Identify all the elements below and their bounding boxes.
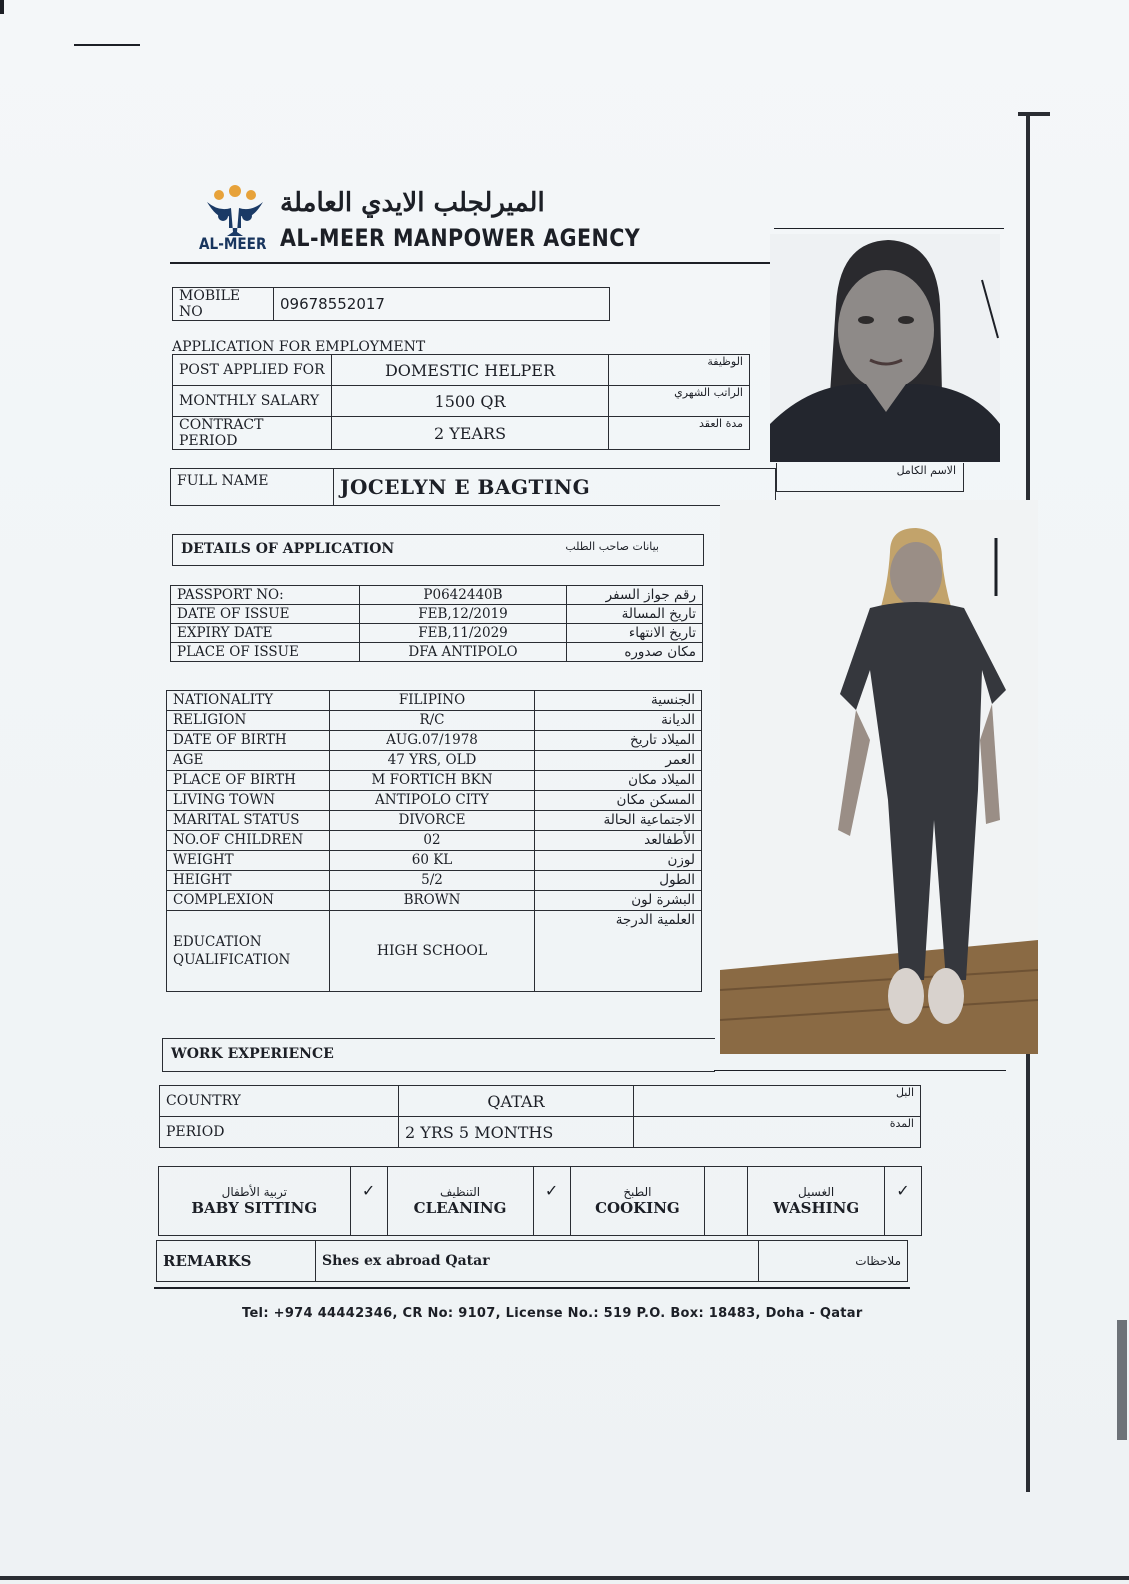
salary-label-arabic: الراتب الشهري [609,386,750,417]
period-label: PERIOD [160,1117,399,1148]
skill-checkmark: ✓ [350,1167,387,1236]
table-row [167,851,702,871]
education-value: HIGH SCHOOL [330,911,535,992]
post-label: POST APPLIED FOR [173,355,332,386]
place-of-birth-label: PLACE OF BIRTH [167,771,330,791]
children-label-arabic: الأطفالعد [535,831,702,851]
scan-edge [1117,1320,1127,1440]
contract-value: 2 YEARS [332,417,609,450]
passport-no-value: P0642440B [360,586,567,605]
complexion-label: COMPLEXION [167,891,330,911]
skill-label-arabic: تربية الأطفال [221,1185,287,1199]
weight-label: WEIGHT [167,851,330,871]
place-of-issue-value: DFA ANTIPOLO [360,643,567,662]
dob-label: DATE OF BIRTH [167,731,330,751]
details-label: DETAILS OF APPLICATION [181,541,395,557]
full-name-value: JOCELYN E BAGTING [334,469,776,506]
post-label-arabic: الوظيفة [609,355,750,386]
application-table [172,354,750,450]
age-label-arabic: العمر [535,751,702,771]
expiry-date-label-arabic: تاريخ الانتهاء [567,624,703,643]
skills-table [158,1166,922,1236]
remarks-label-arabic: ملاحظات [759,1241,908,1282]
scan-edge [0,1576,1129,1580]
skill-label-arabic: الطبخ [623,1185,652,1199]
place-of-issue-label: PLACE OF ISSUE [171,643,360,662]
table-row [167,831,702,851]
table-row [171,643,703,662]
work-experience-label: WORK EXPERIENCE [171,1046,334,1062]
table-row [173,417,750,450]
living-town-label: LIVING TOWN [167,791,330,811]
period-value: 2 YRS 5 MONTHS [399,1117,634,1148]
children-label: NO.OF CHILDREN [167,831,330,851]
contract-label-arabic: مدة العقد [609,417,750,450]
table-row [167,891,702,911]
skill-label: BABY SITTING [191,1199,318,1217]
table-row [171,586,703,605]
passport-table [170,585,703,662]
salary-label: MONTHLY SALARY [173,386,332,417]
marital-status-value: DIVORCE [330,811,535,831]
divider [170,262,774,264]
company-name: AL-MEER MANPOWER AGENCY [280,224,641,252]
work-experience-table [159,1085,921,1148]
post-value: DOMESTIC HELPER [332,355,609,386]
period-label-arabic: المدة [634,1117,921,1148]
education-label-line: EDUCATION [173,934,262,950]
personal-details-table [166,690,702,992]
living-town-label-arabic: المسكن مكان [535,791,702,811]
divider [154,1287,910,1289]
children-value: 02 [330,831,535,851]
full-name-label-arabic: الاسم الكامل [896,464,956,477]
table-row [159,1167,922,1236]
table-row [160,1117,921,1148]
religion-value: R/C [330,711,535,731]
table-row [160,1086,921,1117]
skill-checkmark: ✓ [533,1167,570,1236]
skill-label: WASHING [773,1199,860,1217]
table-row [167,811,702,831]
full-name-label: FULL NAME [171,469,334,506]
remarks-value: Shes ex abroad Qatar [316,1241,759,1282]
expiry-date-label: EXPIRY DATE [171,624,360,643]
place-of-birth-value: M FORTICH BKN [330,771,535,791]
country-value: QATAR [399,1086,634,1117]
skill-checkmark [705,1167,748,1236]
skill-label: COOKING [595,1199,680,1217]
work-experience-header [162,1038,715,1072]
table-row [167,771,702,791]
divider [774,228,1004,229]
complexion-label-arabic: البشرة لون [535,891,702,911]
issue-date-label: DATE OF ISSUE [171,605,360,624]
footer-contact: Tel: +974 44442346, CR No: 9107, License No.: 519 P.O. Box: 18483, Doha - Qatar [242,1306,863,1321]
height-label: HEIGHT [167,871,330,891]
applicant-full-photo [720,500,1038,1054]
table-row [167,911,702,992]
table-row [171,624,703,643]
religion-label-arabic: الديانة [535,711,702,731]
remarks-table [156,1240,908,1282]
passport-no-label-arabic: رقم جواز السفر [567,586,703,605]
scan-edge [1018,112,1050,116]
table-row [167,711,702,731]
skill-cleaning [387,1167,533,1236]
skill-checkmark: ✓ [885,1167,922,1236]
skill-label: CLEANING [413,1199,507,1217]
mobile-value: 09678552017 [274,288,610,321]
table-row [167,871,702,891]
salary-value: 1500 QR [332,386,609,417]
height-label-arabic: الطول [535,871,702,891]
skill-baby-sitting [159,1167,351,1236]
scan-mark [0,0,4,14]
mobile-table [172,287,610,321]
skill-cooking [570,1167,705,1236]
marital-status-label-arabic: الاجتماعية الحالة [535,811,702,831]
scan-mark [74,44,140,46]
weight-label-arabic: لوزن [535,851,702,871]
expiry-date-value: FEB,11/2029 [360,624,567,643]
country-label: COUNTRY [160,1086,399,1117]
remarks-label: REMARKS [157,1241,316,1282]
nationality-label-arabic: الجنسية [535,691,702,711]
religion-label: RELIGION [167,711,330,731]
weight-value: 60 KL [330,851,535,871]
nationality-label: NATIONALITY [167,691,330,711]
table-row [167,791,702,811]
table-row [167,751,702,771]
application-title: APPLICATION FOR EMPLOYMENT [172,339,426,355]
table-row [173,355,750,386]
mobile-label: MOBILE NO [173,288,274,321]
education-label [167,911,330,992]
table-row [157,1241,908,1282]
place-of-issue-label-arabic: مكان صدوره [567,643,703,662]
nationality-value: FILIPINO [330,691,535,711]
living-town-value: ANTIPOLO CITY [330,791,535,811]
table-row [173,386,750,417]
dob-label-arabic: الميلاد تاريخ [535,731,702,751]
education-label-arabic: العلمية الدرجة [535,911,702,992]
table-row [167,691,702,711]
marital-status-label: MARITAL STATUS [167,811,330,831]
skill-label-arabic: الغسيل [798,1185,835,1199]
age-label: AGE [167,751,330,771]
details-header [172,534,704,566]
divider [714,1070,1006,1071]
education-label-line: QUALIFICATION [173,952,291,968]
issue-date-label-arabic: تاريخ المسالة [567,605,703,624]
issue-date-value: FEB,12/2019 [360,605,567,624]
logo-text: AL-MEER [199,234,267,253]
height-value: 5/2 [330,871,535,891]
dob-value: AUG.07/1978 [330,731,535,751]
skill-label-arabic: التنظيف [439,1185,481,1199]
complexion-value: BROWN [330,891,535,911]
passport-no-label: PASSPORT NO: [171,586,360,605]
company-name-arabic: الميرلجلب الايدي العاملة [280,188,545,218]
place-of-birth-label-arabic: الميلاد مكان [535,771,702,791]
details-label-arabic: بيانات صاحب الطلب [565,540,659,553]
country-label-arabic: البل [634,1086,921,1117]
full-name-table [170,468,776,506]
table-row [167,731,702,751]
skill-washing [748,1167,885,1236]
table-row [171,605,703,624]
contract-label: CONTRACT PERIOD [173,417,332,450]
age-value: 47 YRS, OLD [330,751,535,771]
applicant-portrait [770,234,1000,462]
